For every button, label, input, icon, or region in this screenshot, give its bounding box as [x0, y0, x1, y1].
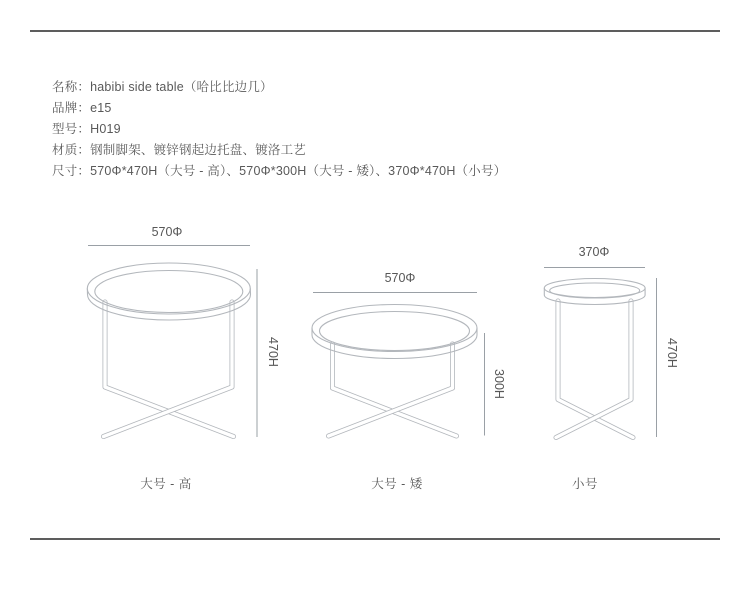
caption-large-tall: 大号 - 高	[140, 477, 192, 491]
diameter-label-large-short: 570Φ	[384, 271, 416, 285]
product-model-line: 型号：H019	[52, 122, 121, 136]
product-material-line: 材质：钢制脚架、镀锌钢起边托盘、镀洛工艺	[52, 143, 307, 157]
diameter-label-large-tall: 570Φ	[151, 225, 183, 239]
table-legs-small	[556, 301, 633, 438]
table-drawing-large-short	[312, 293, 485, 437]
height-label-small: 470H	[665, 338, 679, 368]
height-label-large-tall: 470H	[266, 337, 280, 367]
table-legs-large-short	[329, 344, 457, 436]
table-drawing-large-tall	[87, 246, 257, 438]
table-legs-large-tall	[104, 302, 234, 437]
height-label-large-short: 300H	[492, 369, 506, 399]
caption-large-short: 大号 - 矮	[371, 477, 423, 491]
table-drawing-small	[544, 268, 657, 438]
product-brand-line: 品牌：e15	[52, 101, 112, 115]
table-tray-large-tall	[87, 263, 250, 320]
diameter-label-small: 370Φ	[578, 245, 610, 259]
product-name-line: 名称：habibi side table（哈比比边几）	[52, 80, 273, 94]
caption-small: 小号	[571, 477, 599, 491]
product-size-line: 尺寸：570Φ*470H（大号 - 高）、570Φ*300H（大号 - 矮）、370Φ*470H（小号）	[52, 164, 507, 178]
